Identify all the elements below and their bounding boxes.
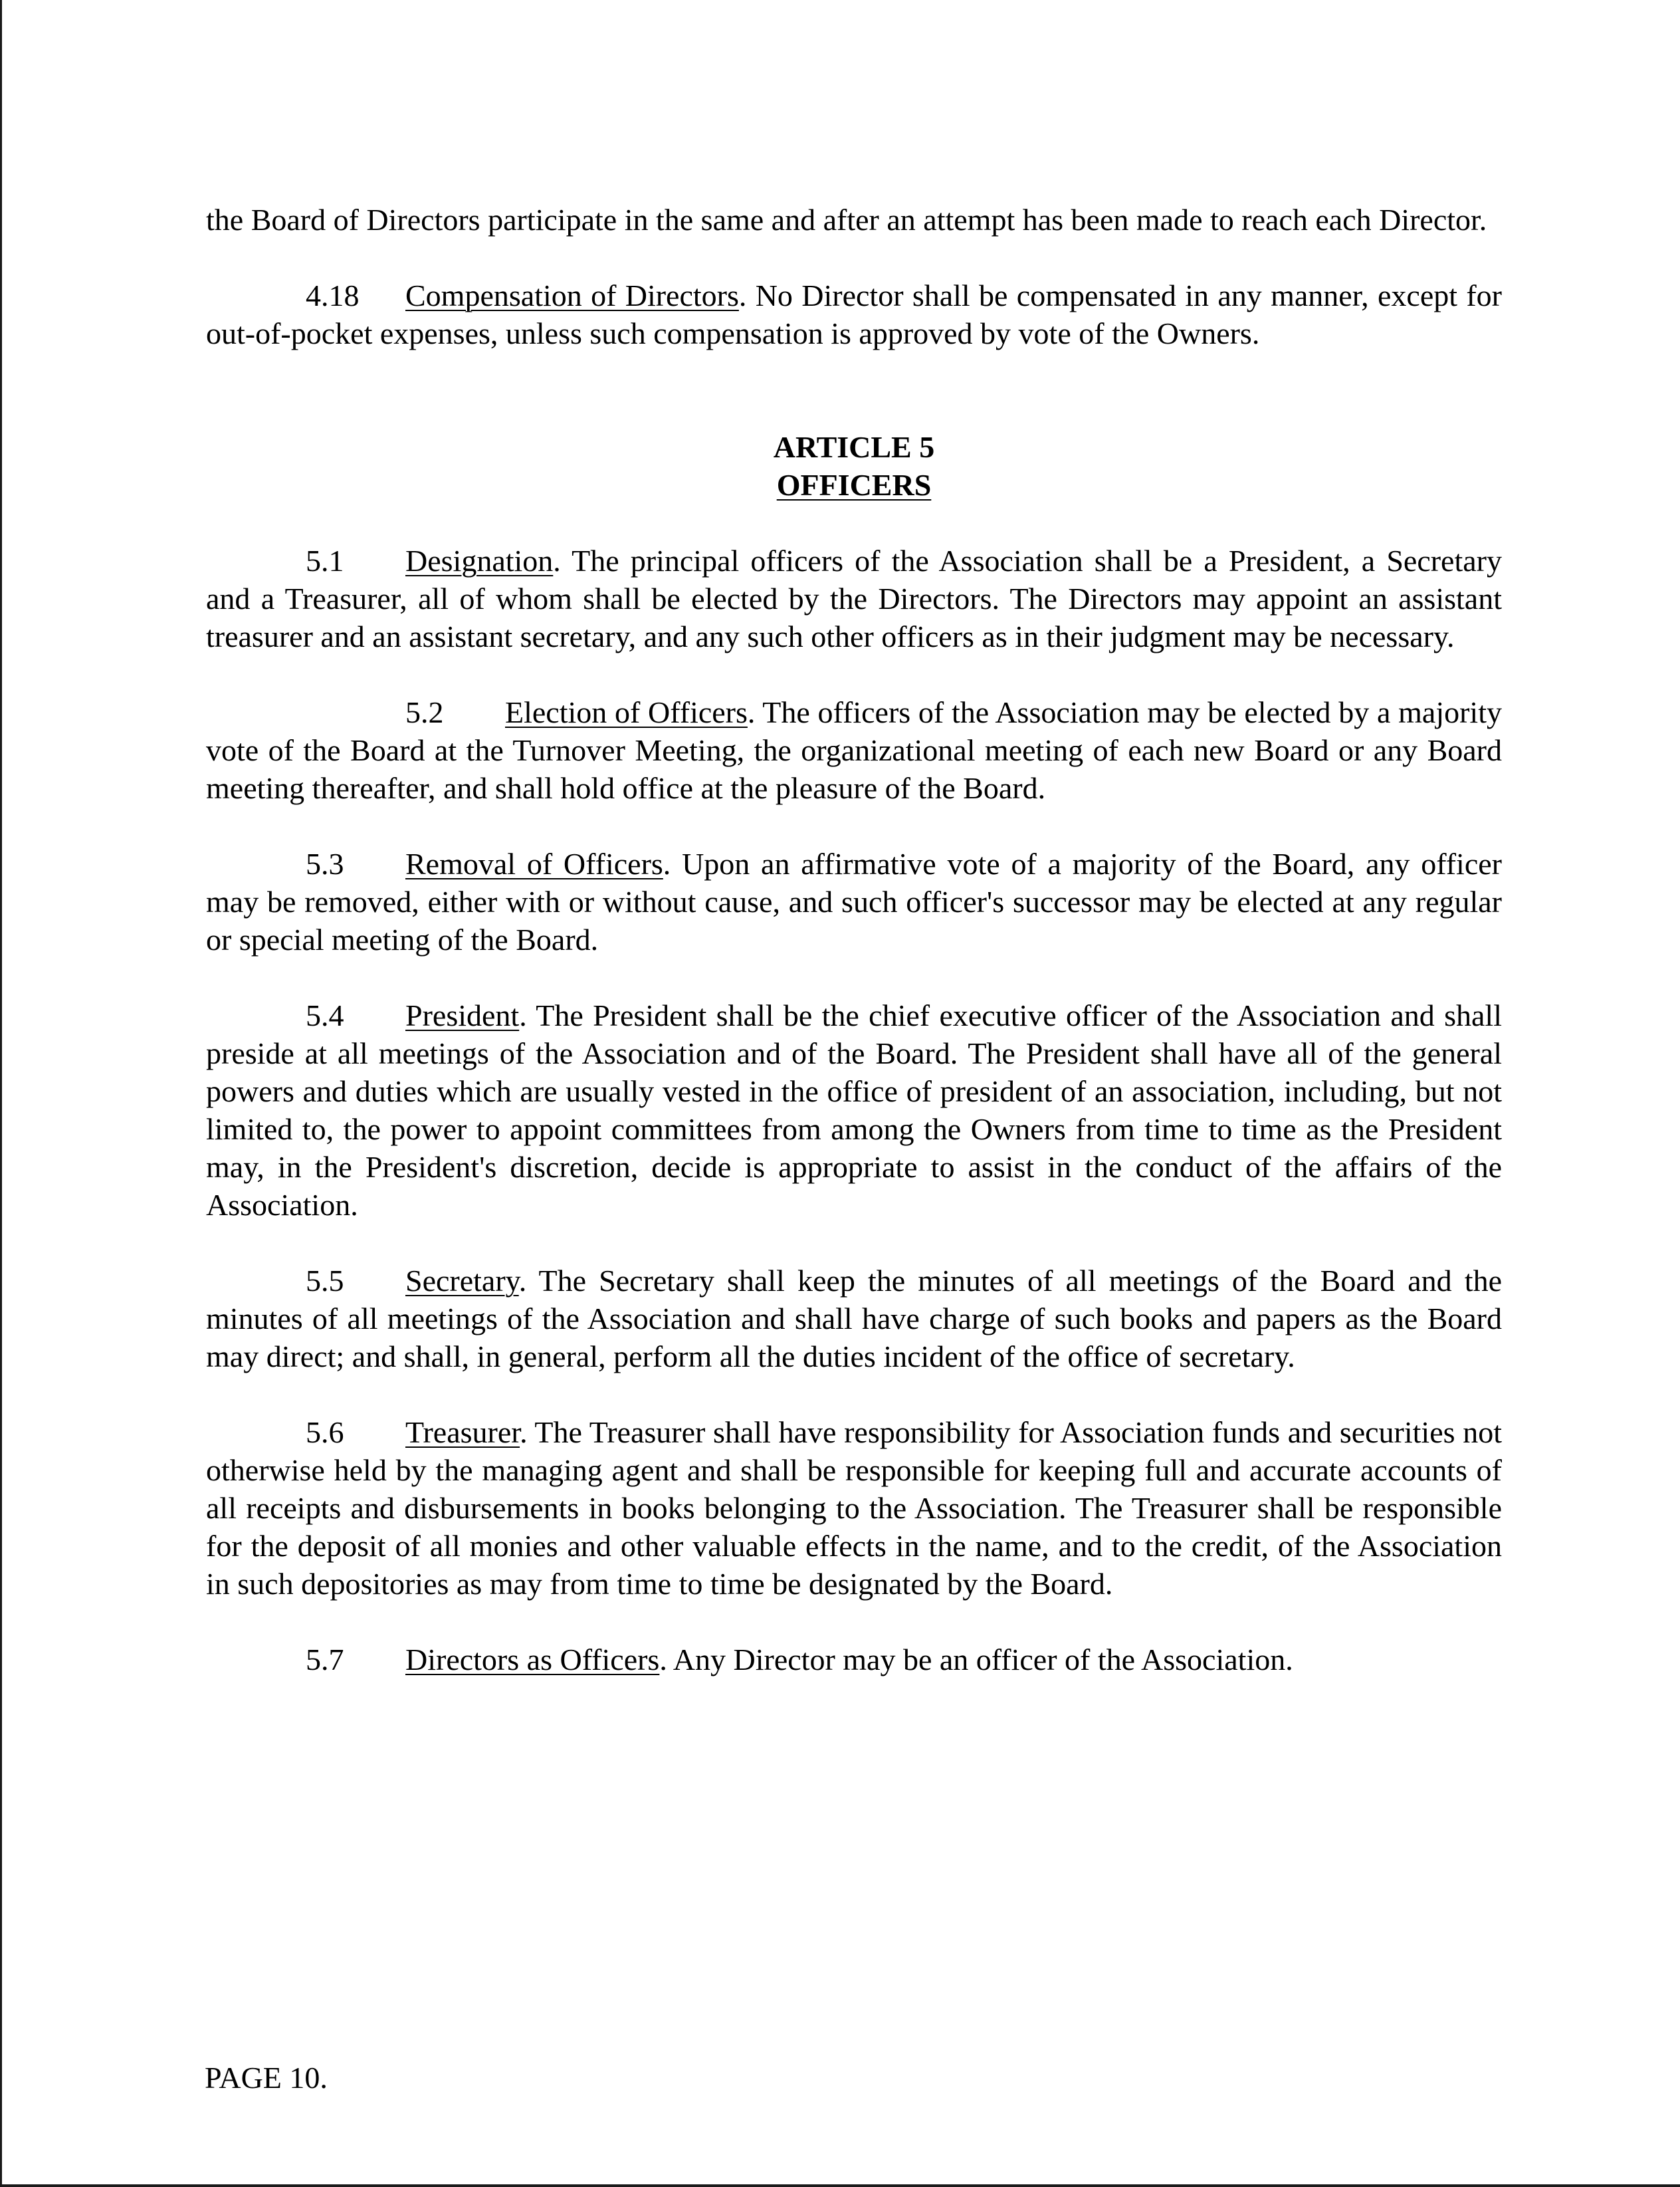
section-5-1 bbox=[206, 542, 1502, 655]
article-title: OFFICERS bbox=[776, 468, 932, 502]
section-number: 5.3 bbox=[306, 847, 344, 881]
section-text: . The President shall be the chief executive officer of the Association and shall preside at all meetings of the Association and of the Board. The President shall have all of the general powers and duties which are usually vested in the office of president of an association, including, but not limited to, the power to appoint committees from among the Owners from time to time as the President may, in the President's discretion, decide is appropriate to assist in the conduct of the affairs of the Association. bbox=[206, 998, 1502, 1222]
intro-paragraph: the Board of Directors participate in the same and after an attempt has been made to reach each Director. bbox=[206, 203, 1487, 237]
section-text: . No Director shall be compensated in any manner, except for out-of-pocket expenses, unless such compensation is approved by vote of the Owners. bbox=[206, 279, 1502, 350]
section-5-6 bbox=[206, 1413, 1502, 1603]
section-5-7 bbox=[206, 1641, 1502, 1678]
article-label: ARTICLE 5 bbox=[773, 430, 935, 464]
page-number: PAGE 10. bbox=[205, 2061, 328, 2095]
section-5-2 bbox=[206, 693, 1502, 807]
section-heading: Compensation of Directors bbox=[405, 279, 739, 312]
section-number: 5.4 bbox=[306, 998, 344, 1032]
section-number: 5.1 bbox=[306, 544, 344, 578]
section-heading: Election of Officers bbox=[505, 695, 748, 729]
section-heading: Treasurer bbox=[405, 1415, 520, 1449]
document-page bbox=[206, 201, 1502, 1678]
section-4-18 bbox=[206, 277, 1502, 352]
section-heading: Secretary bbox=[405, 1264, 519, 1298]
section-heading: Removal of Officers bbox=[405, 847, 663, 881]
section-heading: Designation bbox=[405, 544, 554, 578]
section-number: 5.6 bbox=[306, 1415, 344, 1449]
section-number: 5.7 bbox=[306, 1643, 344, 1676]
section-5-4 bbox=[206, 996, 1502, 1224]
section-heading: President bbox=[405, 998, 520, 1032]
section-number: 4.18 bbox=[306, 279, 360, 312]
section-text: . Any Director may be an officer of the Association. bbox=[659, 1643, 1293, 1676]
scan-edge-left bbox=[0, 0, 2, 2187]
section-text: . The Secretary shall keep the minutes of all meetings of the Board and the minutes of all meetings of the Association and shall have charge of such books and papers as the Board may direct; and shall, in general, perform all the duties incident of the office of secretary. bbox=[206, 1264, 1502, 1373]
section-text: . The officers of the Association may be elected by a majority vote of the Board at the Turnover Meeting, the organizational meeting of each new Board or any Board meeting thereafter, and shall hold office at the pleasure of the Board. bbox=[206, 695, 1502, 805]
section-5-3 bbox=[206, 845, 1502, 959]
section-text: . The Treasurer shall have responsibility for Association funds and securities not otherwise held by the managing agent and shall be responsible for keeping full and accurate accounts of all receipts and disbursements in books belonging to the Association. The Treasurer shall be responsible for the deposit of all monies and other valuable effects in the name, and to the credit, of the Association in such depositories as may from time to time be designated by the Board. bbox=[206, 1415, 1502, 1601]
section-heading: Directors as Officers bbox=[405, 1643, 660, 1676]
section-number: 5.5 bbox=[306, 1264, 344, 1298]
section-number: 5.2 bbox=[405, 695, 444, 729]
section-text: . The principal officers of the Association shall be a President, a Secretary and a Treasurer, all of whom shall be elected by the Directors. The Directors may appoint an assistant treasurer and an assistant secretary, and any such other officers as in their judgment may be necessary. bbox=[206, 544, 1502, 653]
article-title-wrap bbox=[206, 466, 1502, 504]
section-text: . Upon an affirmative vote of a majority of the Board, any officer may be removed, either with or without cause, and such officer's successor may be elected at any regular or special meeting of the Board. bbox=[206, 847, 1502, 957]
section-5-5 bbox=[206, 1262, 1502, 1375]
scan-edge-bottom bbox=[0, 2184, 1680, 2187]
